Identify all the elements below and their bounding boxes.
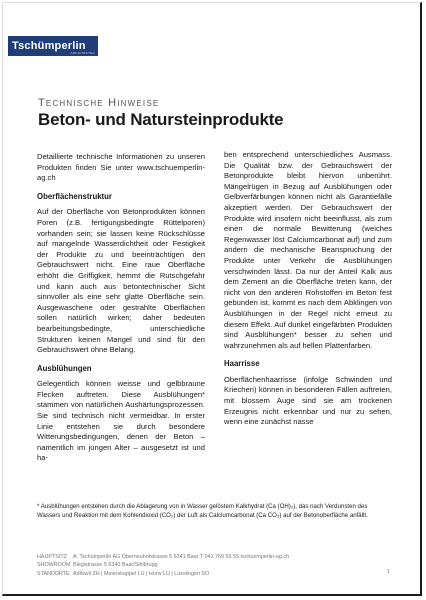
paragraph-haarrisse: Oberflächenhaarrisse (infolge Schwinden und Kriechen) können in besonderen Fällen auftreten, mit blossem Auge sind sie am trockenen Erzeugnis nicht erkennbar und nur zu sehen, wenn eine zunächst nasse	[224, 374, 392, 427]
section-kicker: Technische Hinweise	[38, 97, 160, 109]
left-column	[37, 152, 205, 472]
logo-text: Tschümperlin	[12, 40, 86, 52]
footer-row-hauptsitz	[37, 553, 393, 561]
footer-label: STANDORTE	[37, 570, 70, 577]
footer-text: Adliswil ZH | Meierskappel LU | Horw LU | Lüsslingen SO	[73, 570, 210, 577]
footer-text: A. Tschümperlin AG Oberneuhofstrasse 5 6341 Baar T 041 769 55 55 tschuemperlin-ag.ch	[73, 554, 290, 560]
paragraph-ausbluehungen-cont: ben entsprechend unterschiedliches Ausmass. Die Qualität bzw. der Gebrauchswert der Betonprodukte bleibt hiervon unberührt. Mängelrügen in Bezug auf Ausblühungen oder Gelbverfärbungen können nicht als Garantiefälle akzeptiert werden. Der Gebrauchswert der Produkte wird insofern nicht beeinflusst, als zum einen die normale Bewitterung (weiches Regenwasser löst Calciumcarbonat auf) und zum andern die mechanische Beanspruchung der Produkte unter Verkehr die Ausblühungen verschwinden lässt. Da nur der Anteil Kalk aus dem Zement an die Oberfläche treten kann, der nicht von den anderen Rohstoffen im Beton fest gebunden ist, kommt es nach dem Abklingen von Ausblühungen in der Regel nicht erneut zu diesem Effekt. Auf dunkel eingefärbten Produkten sind Ausblühungen* besser zu sehen und wahrzunehmen als auf hellen Plattenfarben.	[224, 150, 392, 350]
footer-label: HAUPTSITZ	[37, 554, 67, 560]
right-column	[224, 150, 392, 436]
company-logo	[8, 36, 98, 56]
heading-ausbluehungen: Ausblühungen	[37, 363, 92, 373]
page-footer	[37, 553, 393, 578]
intro-paragraph: Detaillierte technische Informationen zu unseren Produkten finden Sie unter www.tschuemperlin-ag.ch	[37, 152, 205, 183]
logo-subtext: ARCHITEKTEN	[70, 51, 95, 55]
footer-text: Blegistrasse 5 6340 Baar/Sihlbrugg	[73, 562, 158, 569]
footer-label: SHOWROOM	[37, 562, 71, 569]
footnote: * Ausblühungen entstehen durch die Ablagerung von in Wasser gelöstem Kalkhydrat (Ca (OH)₂), das nach Verdunsten des Wassers und Reaktion mit dem Kohlendioxid (CO₂) der Luft als Calciumcarbonat (Ca CO₃) auf der Betonoberfläche anfällt.	[37, 503, 368, 519]
page-title: Beton- und Natursteinprodukte	[38, 110, 284, 129]
page-number: 1	[387, 569, 390, 575]
footer-row-standorte	[37, 570, 393, 578]
heading-oberflaechenstruktur: Oberflächenstruktur	[37, 191, 112, 201]
paragraph-oberflaechenstruktur: Auf der Oberfläche von Betonprodukten können Poren (z.B. fertigungsbedingte Rüttelporen) vorhanden sein; sie lassen keine Rückschlüsse auf mangelnde Wasserdichtheit oder Festigkeit der Produkte zu und beeinträchtigen den Gebrauchswert nicht. Eine raue Oberfläche erhöht die Griffigkeit, hemmt die Rutschgefahr und kann auch aus betontechnischer Sicht sinnvoller als eine sehr glatte Oberfläche sein. Ausgewaschene oder gestrahlte Oberflächen sollen natürlich wirken; daher bedeuten bearbeitungsbedingte, unterschiedliche Strukturen keinen Mangel und sind für den Gebrauchswert ohne Belang.	[37, 207, 205, 355]
paragraph-ausbluehungen: Gelegentlich können weisse und gelbbraune Flecken auftreten. Diese Ausblühungen* stammen von natürlichen Aushärtungsprozessen. Sie sind technisch nicht vermeidbar. In erster Linie entstehen sie durch besondere Witterungsbedingungen, denen der Beton – namentlich im jungen Alter – ausgesetzt ist und ha-	[37, 379, 205, 463]
heading-haarrisse: Haarrisse	[224, 359, 260, 369]
footer-row-showroom	[37, 561, 393, 569]
